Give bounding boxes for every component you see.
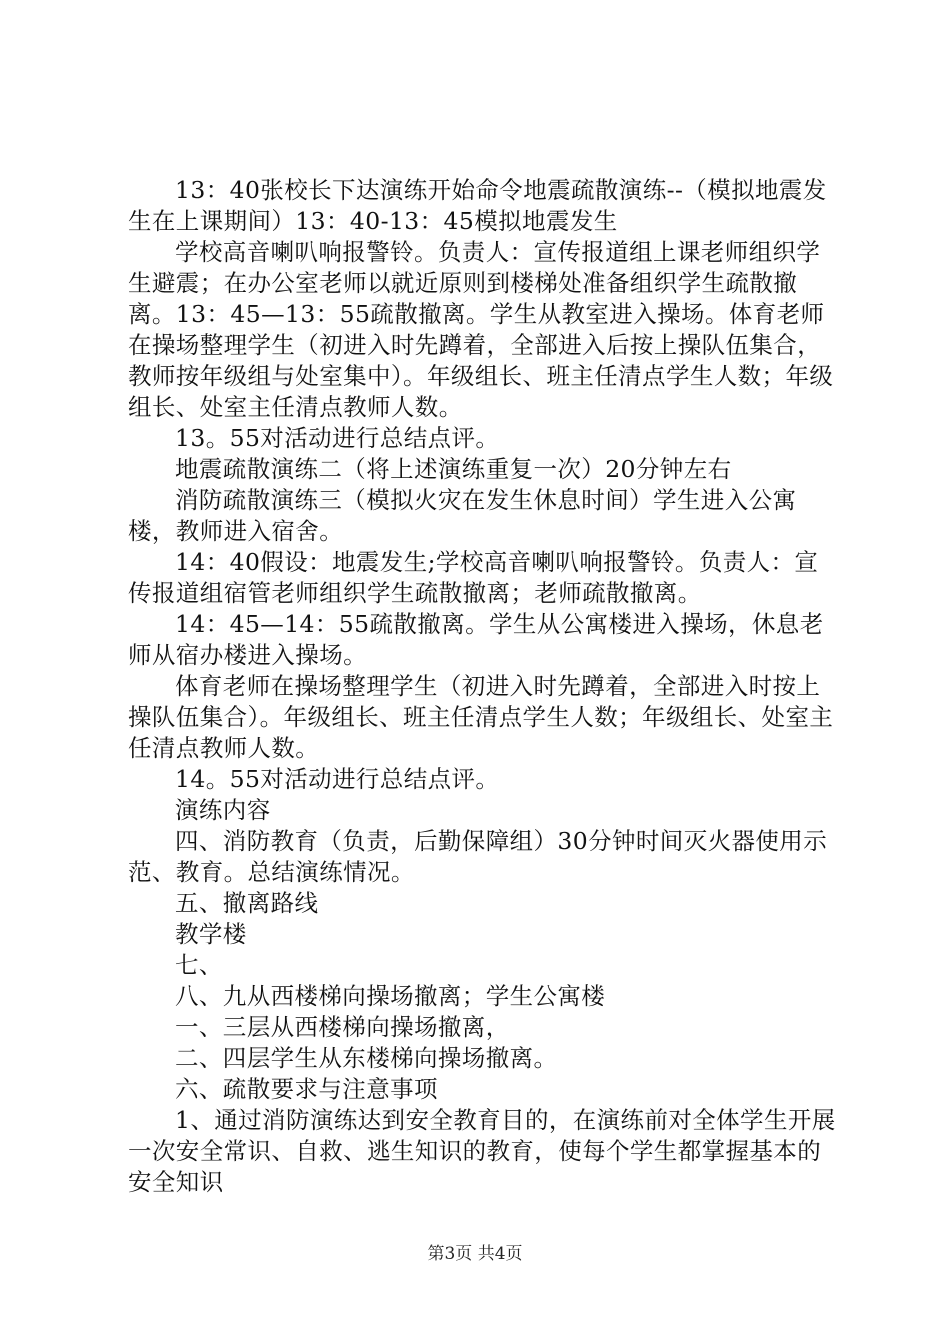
paragraph: 八、九从西楼梯向操场撤离；学生公寓楼 <box>175 982 606 1010</box>
section-heading: 五、撤离路线 <box>175 889 319 917</box>
paragraph: 四、消防教育（负责，后勤保障组）30分钟时间灭火器使用示范、教育。总结演练情况。 <box>128 827 828 886</box>
paragraph: 学校高音喇叭响报警铃。负责人：宣传报道组上课老师组织学生避震；在办公室老师以就近原则到楼梯处准备组织学生疏散撤离。13：45—13：55疏散撤离。学生从教室进入操场。体育老师在操场整理学生（初进入时先蹲着，全部进入后按上操队伍集合，教师按年级组与处室集中）。年级组长、班主任清点学生人数；年级组长、处室主任清点教师人数。 <box>128 238 834 421</box>
paragraph: 14。55对活动进行总结点评。 <box>175 765 500 793</box>
paragraph: 一、三层从西楼梯向操场撤离， <box>175 1013 510 1041</box>
paragraph: 教学楼 <box>175 920 247 948</box>
document-body <box>128 175 840 1198</box>
section-heading: 演练内容 <box>175 796 271 824</box>
paragraph: 14：40假设：地震发生;学校高音喇叭响报警铃。负责人：宣传报道组宿管老师组织学生疏散撤离；老师疏散撤离。 <box>128 548 819 607</box>
paragraph: 地震疏散演练二（将上述演练重复一次）20分钟左右 <box>175 455 732 483</box>
paragraph: 七、 <box>175 951 223 979</box>
paragraph: 1、通过消防演练达到安全教育目的，在演练前对全体学生开展一次安全常识、自救、逃生知识的教育，使每个学生都掌握基本的安全知识 <box>128 1106 836 1196</box>
paragraph: 消防疏散演练三（模拟火灾在发生休息时间）学生进入公寓楼，教师进入宿舍。 <box>128 486 797 545</box>
page-number-footer: 第3页 共4页 <box>427 1244 523 1264</box>
paragraph: 13。55对活动进行总结点评。 <box>175 424 500 452</box>
paragraph: 二、四层学生从东楼梯向操场撤离。 <box>175 1044 558 1072</box>
section-heading: 六、疏散要求与注意事项 <box>175 1075 438 1103</box>
paragraph: 体育老师在操场整理学生（初进入时先蹲着，全部进入时按上操队伍集合）。年级组长、班主任清点学生人数；年级组长、处室主任清点教师人数。 <box>128 672 834 762</box>
paragraph: 14：45—14：55疏散撤离。学生从公寓楼进入操场，休息老师从宿办楼进入操场。 <box>128 610 824 669</box>
paragraph: 13：40张校长下达演练开始命令地震疏散演练--（模拟地震发生在上课期间）13：40-13：45模拟地震发生 <box>128 176 827 235</box>
